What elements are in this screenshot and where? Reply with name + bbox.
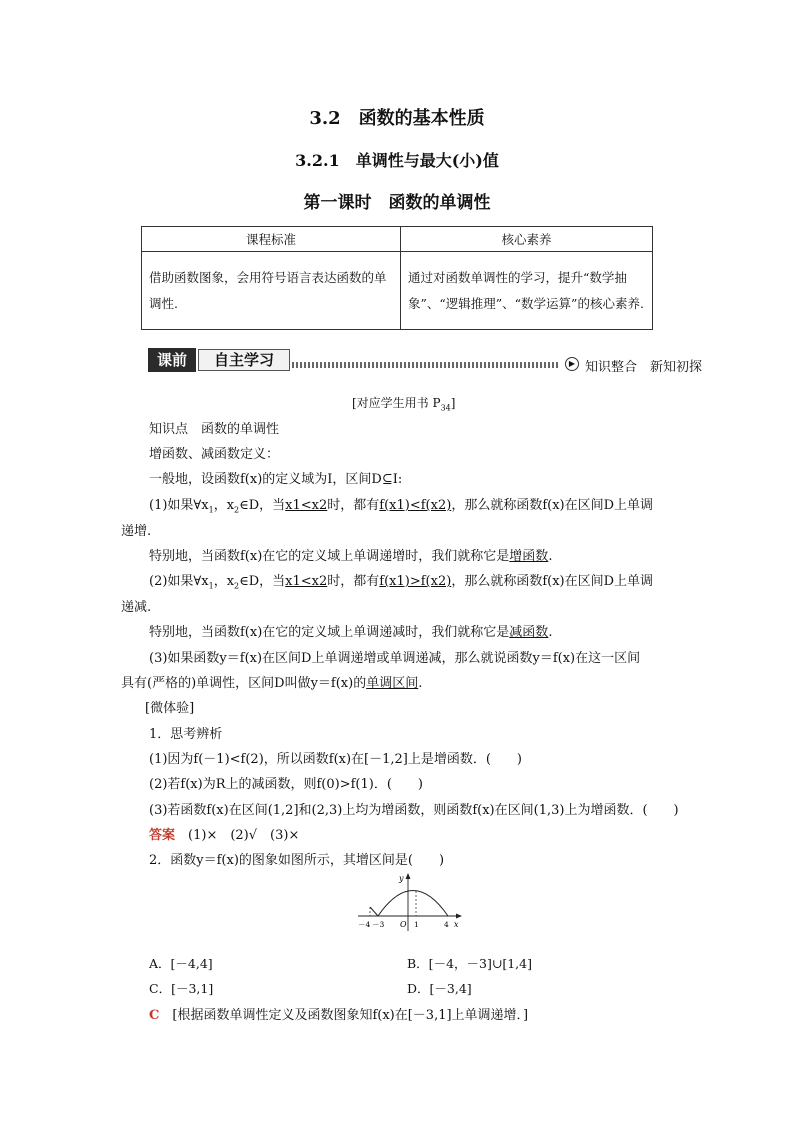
question-1-title: 1．思考辨析 <box>149 727 223 742</box>
subsection-title: 3.2.1 单调性与最大(小)值 <box>295 151 499 170</box>
origin-label: O <box>400 920 407 929</box>
definition-title: 增函数、减函数定义： <box>149 447 280 462</box>
banner-divider <box>292 362 560 368</box>
option-d: D．[－3,4] <box>407 981 472 996</box>
paragraph-decreasing-end: 递减. <box>121 600 152 615</box>
option-c: C．[－3,1] <box>149 981 214 996</box>
book-reference: [对应学生用书 $P_{34}$] <box>352 396 456 413</box>
function-graph <box>356 871 464 933</box>
question-1-item-2: (2)若f(x)为R上的减函数，则f(0)>f(1)．( ) <box>149 777 423 792</box>
paragraph-monotonic: (3)如果函数y＝f(x)在区间D上单调递增或单调递减，那么就说函数y＝f(x)在这一区间 <box>149 651 641 666</box>
option-b: B．[－4，－3]∪[1,4] <box>407 956 532 971</box>
table-cell-literacy: 通过对函数单调性的学习，提升“数学抽象”、“逻辑推理”、“数学运算”的核心素养. <box>401 252 653 330</box>
play-circle-icon: ▶ <box>565 357 579 371</box>
option-a: A．[－4,4] <box>149 956 213 971</box>
y-axis-label: y <box>399 874 404 883</box>
banner-tag-before-class: 课前 <box>148 348 196 372</box>
paragraph-increasing-end: 递增. <box>121 524 152 539</box>
paragraph-decreasing: (2)如果$\forall x_1$，$x_2\in D$，当x1<x2时，都有f(x1)>f(x2)，那么就称函数f(x)在区间D上单调 <box>149 574 654 591</box>
standards-table <box>141 226 653 330</box>
tick-label-4: 4 <box>444 920 449 929</box>
paragraph-decreasing-function: 特别地，当函数f(x)在它的定义域上单调递减时，我们就称它是减函数. <box>149 625 553 640</box>
curve-left-segment <box>370 907 378 916</box>
solution-line: C [根据函数单调性定义及函数图象知f(x)在[－3,1]上单调递增．] <box>149 1008 529 1023</box>
table-header-standard: 课程标准 <box>142 227 401 252</box>
paragraph-increasing: (1)如果$\forall x_1$，$x_2\in D$，当x1<x2时，都有f(x1)<f(x2)，那么就称函数f(x)在区间D上单调 <box>149 498 654 515</box>
tick-label-1: 1 <box>414 920 419 929</box>
paragraph-domain: 一般地，设函数f(x)的定义域为I，区间D⊆I: <box>149 472 403 487</box>
banner-tag-self-study: 自主学习 <box>198 349 290 371</box>
table-cell-standard: 借助函数图象，会用符号语言表达函数的单调性. <box>142 252 401 330</box>
lesson-title: 第一课时 函数的单调性 <box>303 193 491 213</box>
knowledge-point-title: 知识点 函数的单调性 <box>149 422 280 437</box>
paragraph-increasing-function: 特别地，当函数f(x)在它的定义域上单调递增时，我们就称它是增函数. <box>149 549 553 564</box>
question-1-item-3: (3)若函数f(x)在区间(1,2]和(2,3)上均为增函数，则函数f(x)在区间(1,3)上为增函数．( ) <box>149 803 679 818</box>
x-axis-arrow-icon <box>456 914 462 919</box>
answer-line: 答案 (1)× (2)√ (3)× <box>149 828 300 843</box>
section-title: 3.2 函数的基本性质 <box>309 108 485 129</box>
banner-right-text: 知识整合 新知初探 <box>585 360 703 375</box>
tick-label-neg4: －4 <box>358 920 371 929</box>
y-axis-arrow-icon <box>406 873 411 879</box>
exercise-tag: [微体验] <box>145 701 195 716</box>
tick-label-neg3: －3 <box>372 920 385 929</box>
question-1-item-1: (1)因为f(－1)<f(2)，所以函数f(x)在[－1,2]上是增函数．( ) <box>149 752 523 767</box>
paragraph-monotonic-interval: 具有(严格的)单调性，区间D叫做y＝f(x)的单调区间. <box>121 676 423 691</box>
table-header-literacy: 核心素养 <box>401 227 653 252</box>
question-2: 2．函数y＝f(x)的图象如图所示，其增区间是( ) <box>149 853 445 868</box>
curve-arc <box>378 891 448 917</box>
x-axis-label: x <box>454 920 459 929</box>
